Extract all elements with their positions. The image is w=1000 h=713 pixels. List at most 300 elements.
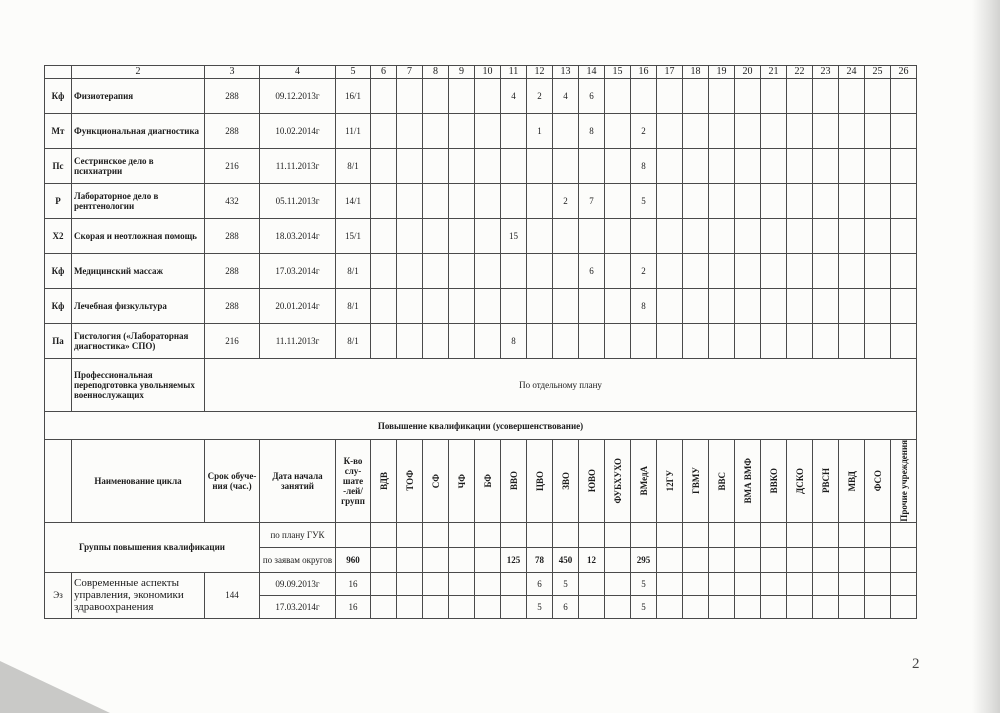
course-hours: 288 [205,254,260,289]
header-unit-label: ЦВО [534,470,545,491]
course-cell [657,79,683,114]
course-cell [397,114,423,149]
course-cell [813,114,839,149]
course-cell [475,149,501,184]
course-cell: 6 [579,254,605,289]
column-number: 24 [839,66,865,79]
header-count: К-во слу-шате -лей/ групп [336,440,371,523]
modern-cell [683,595,709,618]
header-unit [813,440,839,523]
course-cell [813,254,839,289]
header-unit [761,440,787,523]
modern-cell: 5 [631,595,657,618]
column-number: 5 [336,66,371,79]
column-number: 10 [475,66,501,79]
course-cell [371,289,397,324]
course-hours: 216 [205,149,260,184]
column-number: 11 [501,66,527,79]
course-name: Сестринское дело в психиатрии [72,149,205,184]
column-number: 21 [761,66,787,79]
groups-request-cell: 12 [579,547,605,572]
header-unit-label: ВВКО [768,468,779,494]
groups-request-cell [657,547,683,572]
modern-cell [605,595,631,618]
course-start-date: 11.11.2013г [260,149,336,184]
column-number: 8 [423,66,449,79]
course-cell [423,289,449,324]
course-code: Пс [45,149,72,184]
course-cell [605,149,631,184]
groups-plan-cell [449,522,475,547]
column-number: 17 [657,66,683,79]
course-cell [735,184,761,219]
course-cell [787,324,813,359]
course-name: Физиотерапия [72,79,205,114]
course-cell [397,79,423,114]
groups-plan-cell [865,522,891,547]
course-cell [631,79,657,114]
course-start-date: 11.11.2013г [260,324,336,359]
modern-count: 16 [336,572,371,595]
course-cell [683,219,709,254]
page-edge-shadow [972,0,1000,713]
course-cell: 15 [501,219,527,254]
header-unit [423,440,449,523]
course-cell: 8 [579,114,605,149]
course-cell [475,184,501,219]
course-start-date: 20.01.2014г [260,289,336,324]
modern-cell: 5 [527,595,553,618]
course-cell [813,184,839,219]
course-name: Гистология («Лабораторная диагностика» СПО) [72,324,205,359]
groups-plan-cell [553,522,579,547]
course-cell [761,114,787,149]
modern-cell [579,572,605,595]
modern-date: 17.03.2014г [260,595,336,618]
course-cell [657,149,683,184]
retraining-plan-text: По отдельному плану [205,359,917,412]
modern-cell: 5 [553,572,579,595]
course-hours: 216 [205,324,260,359]
course-cell [397,219,423,254]
modern-cell [761,595,787,618]
course-cell [605,324,631,359]
course-start-date: 05.11.2013г [260,184,336,219]
course-cell [735,114,761,149]
course-cell [449,114,475,149]
course-groups: 14/1 [336,184,371,219]
course-cell [709,289,735,324]
course-cell [709,79,735,114]
header-unit [579,440,605,523]
course-cell: 2 [553,184,579,219]
groups-label: Группы повышения квалификации [45,522,260,572]
course-cell [371,149,397,184]
column-number: 9 [449,66,475,79]
course-start-date: 10.02.2014г [260,114,336,149]
groups-plan-cell [839,522,865,547]
header-unit [657,440,683,523]
course-cell [839,149,865,184]
course-cell [371,219,397,254]
header-unit [631,440,657,523]
section-title: Повышение квалификации (усовершенствование) [45,412,917,440]
course-cell [891,289,917,324]
course-cell: 8 [631,149,657,184]
column-number: 23 [813,66,839,79]
header-unit-label: ФУБХУХО [612,458,623,504]
groups-plan-cell [397,522,423,547]
course-cell [657,289,683,324]
course-cell [735,219,761,254]
course-cell [735,149,761,184]
modern-cell [657,572,683,595]
groups-plan-cell [735,522,761,547]
course-cell [501,184,527,219]
course-cell [423,114,449,149]
column-number: 6 [371,66,397,79]
course-cell [475,289,501,324]
column-number: 3 [205,66,260,79]
course-cell [501,114,527,149]
course-cell [891,219,917,254]
course-cell [735,289,761,324]
header-unit-label: ЮВО [586,469,597,493]
header-unit [475,440,501,523]
column-number: 22 [787,66,813,79]
modern-cell [579,595,605,618]
course-cell [371,324,397,359]
groups-request-cell: 78 [527,547,553,572]
course-cell [787,254,813,289]
modern-hours: 144 [205,572,260,618]
course-cell [605,289,631,324]
course-cell [527,219,553,254]
course-cell [709,254,735,289]
course-groups: 8/1 [336,254,371,289]
modern-cell [709,595,735,618]
header-unit-label: ВДВ [378,471,389,490]
course-cell [579,324,605,359]
course-cell [683,184,709,219]
course-cell [709,114,735,149]
header-cycle-name: Наименование цикла [72,440,205,523]
course-cell [501,149,527,184]
course-cell [553,289,579,324]
modern-cell: 6 [553,595,579,618]
course-cell [553,254,579,289]
course-cell [527,149,553,184]
course-cell [657,254,683,289]
modern-cell [475,572,501,595]
course-cell [501,254,527,289]
course-cell [683,149,709,184]
course-code: Кф [45,289,72,324]
course-cell [709,184,735,219]
groups-plan-cell [891,522,917,547]
course-cell: 8 [501,324,527,359]
course-cell [813,149,839,184]
course-cell [553,149,579,184]
course-code: Р [45,184,72,219]
course-row [45,184,917,219]
modern-cell [475,595,501,618]
modern-cell [787,595,813,618]
column-number: 7 [397,66,423,79]
header-unit-label: ВМедА [638,466,649,496]
groups-plan-cell [631,522,657,547]
header-unit [839,440,865,523]
modern-cell [605,572,631,595]
course-cell [839,254,865,289]
header-unit-label: ФСО [872,470,883,492]
header-unit-label: ДСКО [794,467,805,494]
page-number: 2 [912,656,920,672]
modern-cell [839,595,865,618]
course-cell [527,324,553,359]
column-number: 2 [72,66,205,79]
groups-request-cell [709,547,735,572]
groups-request-cell [423,547,449,572]
course-cell [631,324,657,359]
header-unit [527,440,553,523]
course-start-date: 18.03.2014г [260,219,336,254]
modern-cell [449,572,475,595]
modern-cell [423,572,449,595]
modern-cell [397,572,423,595]
course-row [45,79,917,114]
course-cell [423,219,449,254]
header-unit-label: ЧФ [456,473,467,488]
course-cell [527,254,553,289]
groups-plan-cell [501,522,527,547]
course-name: Лечебная физкультура [72,289,205,324]
modern-cell: 5 [631,572,657,595]
course-cell [371,114,397,149]
groups-request-cell [787,547,813,572]
course-cell [865,149,891,184]
retraining-code [45,359,72,412]
course-name: Скорая и неотложная помощь [72,219,205,254]
course-cell [839,114,865,149]
course-cell [761,184,787,219]
course-cell [527,184,553,219]
groups-plan-cell [423,522,449,547]
course-cell [605,79,631,114]
plan-table [44,65,917,619]
header-unit [683,440,709,523]
groups-request-cell: 450 [553,547,579,572]
groups-request-cell [683,547,709,572]
course-cell [683,254,709,289]
header-duration: Срок обуче-ния (час.) [205,440,260,523]
header-unit-label: МВД [846,470,857,492]
course-code: Па [45,324,72,359]
column-number: 18 [683,66,709,79]
retraining-row [45,359,917,412]
modern-cell [657,595,683,618]
course-groups: 8/1 [336,324,371,359]
course-cell [709,324,735,359]
modern-count: 16 [336,595,371,618]
course-cell [865,254,891,289]
groups-by-requests: по заявам округов [260,547,336,572]
groups-plan-cell [787,522,813,547]
groups-request-cell [839,547,865,572]
course-cell [891,184,917,219]
course-cell [787,184,813,219]
course-cell [761,219,787,254]
groups-plan-cell [709,522,735,547]
modern-date: 09.09.2013г [260,572,336,595]
header-unit-label: ВВС [716,471,727,491]
course-hours: 288 [205,289,260,324]
course-cell [839,184,865,219]
course-cell [449,184,475,219]
modern-cell [839,572,865,595]
course-cell [787,149,813,184]
course-groups: 11/1 [336,114,371,149]
course-cell [579,219,605,254]
column-number: 16 [631,66,657,79]
course-code: Мт [45,114,72,149]
course-cell [397,254,423,289]
header-unit [449,440,475,523]
course-cell [423,254,449,289]
course-groups: 8/1 [336,289,371,324]
groups-plan-cell [336,522,371,547]
retraining-name: Профессиональная переподготовка увольняемых военнослужащих [72,359,205,412]
course-cell [605,219,631,254]
course-cell [735,79,761,114]
groups-plan-cell [657,522,683,547]
course-groups: 15/1 [336,219,371,254]
course-cell [449,324,475,359]
groups-request-cell [761,547,787,572]
course-cell [657,324,683,359]
header-unit [787,440,813,523]
course-cell [761,254,787,289]
course-cell [423,79,449,114]
course-code: Кф [45,79,72,114]
course-cell [865,289,891,324]
groups-request-cell [605,547,631,572]
header-unit [735,440,761,523]
modern-cell [865,595,891,618]
groups-plan-cell [475,522,501,547]
course-cell: 1 [527,114,553,149]
course-cell [397,289,423,324]
course-cell [579,289,605,324]
groups-plan-cell [527,522,553,547]
course-cell [839,79,865,114]
course-cell [371,79,397,114]
course-cell [891,254,917,289]
course-cell: 8 [631,289,657,324]
groups-plan-cell [605,522,631,547]
course-cell [683,114,709,149]
groups-request-cell [449,547,475,572]
header-unit [397,440,423,523]
header-unit-label: БФ [482,474,493,488]
modern-cell [865,572,891,595]
course-cell [891,324,917,359]
course-cell [657,184,683,219]
course-row [45,254,917,289]
groups-request-cell: 295 [631,547,657,572]
course-cell [839,324,865,359]
course-cell [605,254,631,289]
course-cell [449,79,475,114]
course-cell [553,219,579,254]
modern-cell [761,572,787,595]
course-cell [813,219,839,254]
course-cell [553,114,579,149]
groups-request-cell [891,547,917,572]
course-cell [631,219,657,254]
groups-plan-cell [761,522,787,547]
header-unit-label: ТОФ [404,470,415,492]
course-cell [657,114,683,149]
header-number-row [45,66,917,79]
header-unit [709,440,735,523]
course-hours: 432 [205,184,260,219]
header-unit [605,440,631,523]
groups-request-cell [865,547,891,572]
course-hours: 288 [205,114,260,149]
column-header-row [45,440,917,523]
course-cell [761,79,787,114]
course-cell [371,254,397,289]
course-start-date: 09.12.2013г [260,79,336,114]
course-cell [891,79,917,114]
groups-by-plan: по плану ГУК [260,522,336,547]
header-unit-label: РВСН [820,468,831,494]
modern-name: Современные аспекты управления, экономики здравоохранения [72,572,205,618]
course-cell: 5 [631,184,657,219]
course-cell [865,219,891,254]
course-cell [475,114,501,149]
course-row [45,289,917,324]
course-cell [605,114,631,149]
course-cell [787,219,813,254]
course-code: Х2 [45,219,72,254]
modern-cell [449,595,475,618]
modern-cell [423,595,449,618]
course-cell [605,184,631,219]
course-name: Функциональная диагностика [72,114,205,149]
course-cell [683,79,709,114]
course-cell [449,254,475,289]
course-cell [683,324,709,359]
column-number: 14 [579,66,605,79]
header-unit-label: Прочие учреждения [898,440,909,522]
modern-code: Эз [45,572,72,618]
course-cell [865,184,891,219]
groups-total: 960 [336,547,371,572]
course-cell [865,324,891,359]
course-cell [709,219,735,254]
column-number: 15 [605,66,631,79]
course-cell [501,289,527,324]
course-cell: 2 [631,254,657,289]
modern-cell [735,572,761,595]
modern-cell [501,595,527,618]
column-number: 19 [709,66,735,79]
course-cell [553,324,579,359]
modern-cell [501,572,527,595]
column-number: 26 [891,66,917,79]
